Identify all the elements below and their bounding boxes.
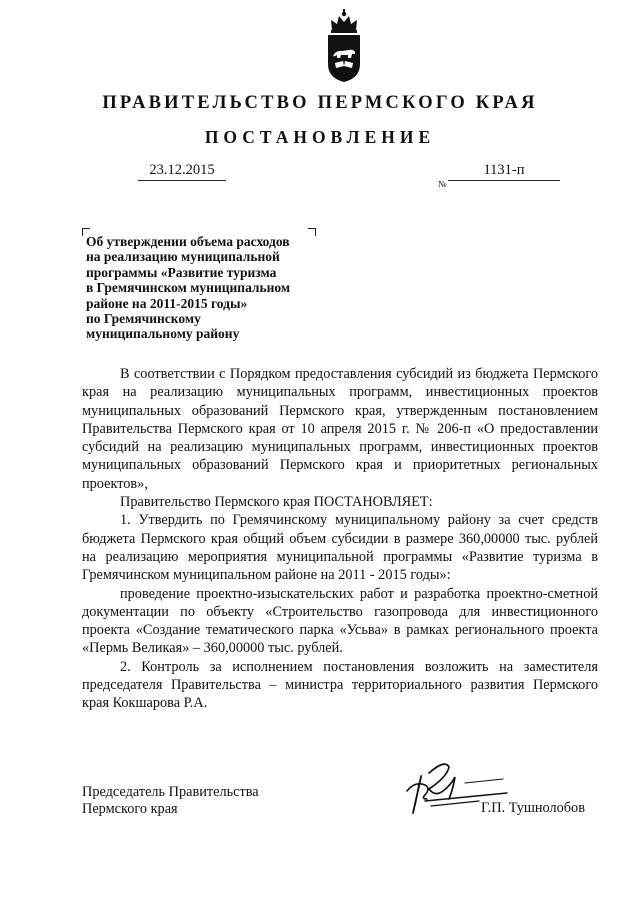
preamble-paragraph: В соответствии с Порядком предоставления субсидий из бюджета Пермского края на реализацию муниципальных программ, инвестиционных проектов муниципальных образований Пермского края, утвержденным постановлением Правительства Пермского края от 10 апреля 2015 г. № 206-п «О предоставлении субсидий на реализацию муниципальных программ, инвестиционных проектов муниципальных образований Пермского края и приоритетных региональных проектов»,	[82, 366, 598, 492]
document-body	[82, 365, 598, 713]
decree-paragraph: Правительство Пермского края ПОСТАНОВЛЯЕТ:	[120, 494, 433, 511]
document-date: 23.12.2015	[138, 162, 226, 181]
document-subject	[86, 234, 326, 342]
document-type: ПОСТАНОВЛЕНИЕ	[204, 127, 436, 147]
subject-line: на реализацию муниципальной	[86, 249, 280, 265]
subject-line: Об утверждении объема расходов	[86, 234, 290, 249]
item-2-paragraph: 2. Контроль за исполнением постановления возложить на заместителя председателя Правительства – министра территориального развития Пермского края Кокшарова Р.А.	[82, 658, 598, 712]
organization-title: ПРАВИТЕЛЬСТВО ПЕРМСКОГО КРАЯ	[102, 93, 538, 113]
subject-line: муниципальному району	[86, 326, 240, 342]
signatory-role-line: Председатель Правительства	[82, 784, 259, 800]
signatory-role	[82, 784, 259, 817]
item-1-paragraph: 1. Утвердить по Гремячинскому муниципальному району за счет средств бюджета Пермского края общий объем субсидии в размере 360,00000 тыс. рублей на реализацию мероприятия муниципальной программы «Развитие туризма в Гремячинском муниципальном районе на 2011 - 2015 годы»:	[82, 512, 598, 584]
item-1-detail-paragraph: проведение проектно-изыскательских работ и разработка проектно-сметной документации по объекту «Строительство газопровода для инвестиционного проекта «Создание тематического парка «Усьва» в рамках регионального проекта «Пермь Великая» – 360,00000 тыс. рублей.	[82, 585, 598, 657]
document-number: 1131-п	[448, 162, 560, 181]
signatory-name: Г.П. Тушнолобов	[481, 800, 585, 816]
subject-line: по Гремячинскому	[86, 311, 201, 327]
signatory-role-line: Пермского края	[82, 800, 178, 817]
subject-line: районе на 2011-2015 годы»	[86, 295, 248, 311]
subject-line: в Гремячинском муниципальном	[86, 280, 291, 296]
coat-of-arms-icon	[322, 8, 366, 84]
subject-line: программы «Развитие туризма	[86, 264, 277, 280]
document-number-label: №	[438, 179, 447, 189]
